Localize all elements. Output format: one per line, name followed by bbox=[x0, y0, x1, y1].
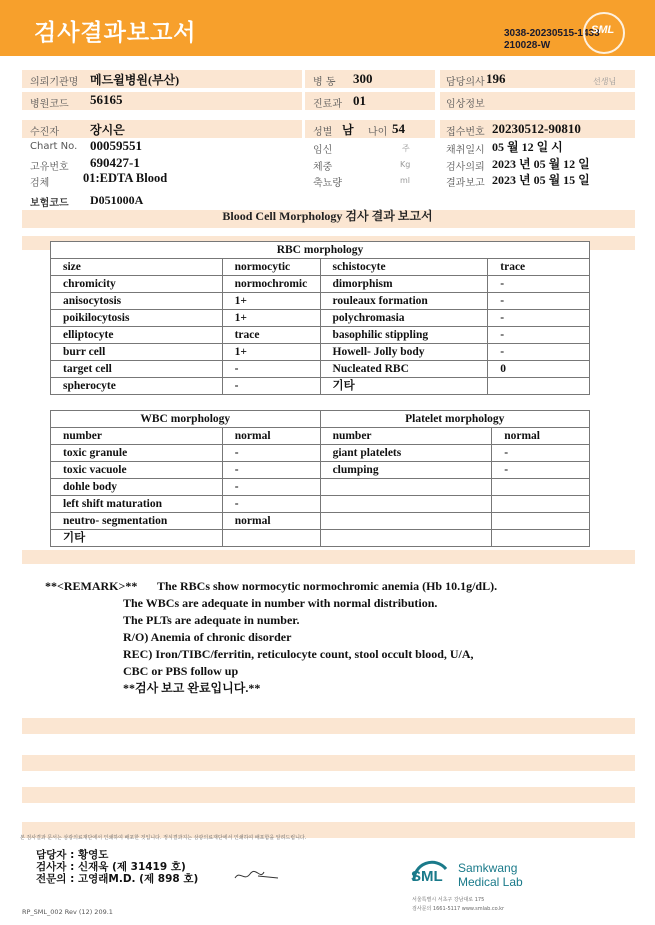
remark-line-1: The RBCs show normocytic normochromic anemia (Hb 10.1g/dL). bbox=[157, 579, 498, 593]
lab-name bbox=[458, 861, 523, 889]
table-cell: 1+ bbox=[222, 293, 320, 310]
table-cell: number bbox=[320, 428, 492, 445]
table-cell: spherocyte bbox=[51, 378, 223, 395]
background-band bbox=[22, 550, 635, 564]
doctor-label: 담당의사 bbox=[446, 77, 485, 88]
urine-label: 축뇨량 bbox=[313, 178, 342, 189]
table-cell: chromicity bbox=[51, 276, 223, 293]
remark-line-3: The PLTs are adequate in number. bbox=[123, 613, 300, 627]
table-cell: - bbox=[222, 462, 320, 479]
table-cell: normal bbox=[222, 428, 320, 445]
specimen-label: 검체 bbox=[30, 178, 50, 189]
table-cell: toxic vacuole bbox=[51, 462, 223, 479]
table-cell: size bbox=[51, 259, 223, 276]
signer-name: 신재욱 (제 31419 호) bbox=[77, 861, 186, 873]
table-cell: dimorphism bbox=[320, 276, 488, 293]
doctor-value: 196 bbox=[486, 71, 506, 86]
rbc-morphology-table bbox=[50, 241, 590, 395]
insurance-value: D051000A bbox=[90, 193, 144, 207]
table-row bbox=[51, 496, 590, 513]
age-value: 54 bbox=[392, 121, 405, 136]
chart-value: 00059551 bbox=[90, 138, 142, 153]
collect-label: 채취일시 bbox=[446, 145, 485, 156]
table-cell: - bbox=[222, 496, 320, 513]
table-cell: target cell bbox=[51, 361, 223, 378]
ward-value: 300 bbox=[353, 71, 373, 86]
table-row bbox=[51, 361, 590, 378]
weight-unit: Kg bbox=[400, 160, 411, 169]
table-header-row bbox=[51, 242, 590, 259]
table-row bbox=[51, 428, 590, 445]
background-band bbox=[22, 755, 635, 771]
institution-label: 의뢰기관명 bbox=[30, 77, 79, 88]
report-date-value: 2023 년 05 월 15 일 bbox=[492, 173, 590, 187]
table-row bbox=[51, 293, 590, 310]
table-cell: rouleaux formation bbox=[320, 293, 488, 310]
background-band bbox=[22, 718, 635, 734]
dept-value: 01 bbox=[353, 93, 366, 108]
signer-3 bbox=[36, 873, 198, 885]
table-cell: anisocytosis bbox=[51, 293, 223, 310]
table-cell bbox=[320, 496, 492, 513]
signer-1 bbox=[36, 849, 108, 861]
report-header bbox=[0, 0, 655, 56]
signer-role: 검사자 : bbox=[36, 861, 75, 873]
signer-2 bbox=[36, 861, 186, 873]
id-value: 690427-1 bbox=[90, 155, 140, 170]
specimen-value: 01:EDTA Blood bbox=[83, 171, 168, 185]
sml-logo-mark: SML bbox=[411, 868, 443, 885]
report-title: Blood Cell Morphology 검사 결과 보고서 bbox=[222, 209, 433, 223]
hospital-code-label: 병원코드 bbox=[30, 99, 69, 110]
table-cell bbox=[492, 496, 590, 513]
hospital-code-value: 56165 bbox=[90, 92, 123, 107]
form-code: RP_SML_002 Rev (12) 209.1 bbox=[22, 908, 113, 916]
institution-value: 메드윌병원(부산) bbox=[90, 73, 180, 87]
table-cell: 기타 bbox=[51, 530, 223, 547]
request-value: 2023 년 05 월 12 일 bbox=[492, 157, 590, 171]
document-id-line1: 3038-20230515-1433 bbox=[504, 28, 600, 39]
age-label: 나이 bbox=[368, 127, 388, 138]
signer-role: 전문의 : bbox=[36, 873, 75, 885]
fine-print: 본 검사결과 문서는 삼광의료재단에서 인쇄하여 배포한 것입니다. 정식결과지는 삼광의료재단에서 인쇄하여 배포함을 알려드립니다. bbox=[20, 835, 307, 841]
lab-name-line2: Medical Lab bbox=[458, 875, 523, 889]
table-cell: normal bbox=[492, 428, 590, 445]
table-cell: Nucleated RBC bbox=[320, 361, 488, 378]
table-cell bbox=[488, 378, 590, 395]
table-cell: poikilocytosis bbox=[51, 310, 223, 327]
platelet-table-header: Platelet morphology bbox=[320, 411, 589, 428]
pregnancy-unit: 주 bbox=[402, 144, 410, 153]
table-cell: normochromic bbox=[222, 276, 320, 293]
weight-label: 체중 bbox=[313, 162, 333, 173]
chart-label: Chart No. bbox=[30, 141, 78, 152]
table-cell: - bbox=[488, 276, 590, 293]
table-cell: left shift maturation bbox=[51, 496, 223, 513]
table-cell: - bbox=[488, 310, 590, 327]
table-cell: schistocyte bbox=[320, 259, 488, 276]
reception-value: 20230512-90810 bbox=[492, 121, 581, 136]
background-band bbox=[22, 787, 635, 803]
pregnancy-label: 임신 bbox=[313, 145, 333, 156]
report-date-label: 결과보고 bbox=[446, 178, 485, 189]
table-cell: giant platelets bbox=[320, 445, 492, 462]
lab-name-line1: Samkwang bbox=[458, 861, 518, 875]
table-cell: trace bbox=[488, 259, 590, 276]
table-cell: dohle body bbox=[51, 479, 223, 496]
table-cell: - bbox=[222, 378, 320, 395]
table-cell: number bbox=[51, 428, 223, 445]
urine-unit: ml bbox=[400, 176, 411, 185]
rbc-table-header: RBC morphology bbox=[51, 242, 590, 259]
reception-label: 접수번호 bbox=[446, 127, 485, 138]
page-title: 검사결과보고서 bbox=[34, 20, 197, 46]
table-row bbox=[51, 530, 590, 547]
table-cell bbox=[222, 530, 320, 547]
sml-logo-text: SML bbox=[591, 24, 615, 36]
table-cell: toxic granule bbox=[51, 445, 223, 462]
table-cell: clumping bbox=[320, 462, 492, 479]
table-row bbox=[51, 378, 590, 395]
table-cell bbox=[320, 530, 492, 547]
table-row bbox=[51, 344, 590, 361]
table-cell: - bbox=[492, 462, 590, 479]
table-row bbox=[51, 479, 590, 496]
signer-name: 고영래M.D. (제 898 호) bbox=[77, 873, 199, 885]
remark-label: **<REMARK>** bbox=[45, 579, 138, 593]
remark-line-2: The WBCs are adequate in number with normal distribution. bbox=[123, 596, 438, 610]
table-cell: 0 bbox=[488, 361, 590, 378]
wbc-platelet-morphology-table bbox=[50, 410, 590, 547]
table-cell bbox=[320, 513, 492, 530]
table-cell bbox=[492, 530, 590, 547]
remark-line-5: REC) Iron/TIBC/ferritin, reticulocyte count, stool occult blood, U/A, bbox=[123, 647, 474, 661]
info-band bbox=[22, 120, 302, 138]
table-row bbox=[51, 276, 590, 293]
patient-value: 장시은 bbox=[90, 123, 125, 137]
table-cell: polychromasia bbox=[320, 310, 488, 327]
signer-name: 황영도 bbox=[77, 849, 109, 861]
table-cell bbox=[492, 479, 590, 496]
signer-role: 담당자 : bbox=[36, 849, 75, 861]
lab-address: 서울특별시 서초구 강남대로 175 bbox=[412, 897, 485, 903]
collect-value: 05 월 12 일 시 bbox=[492, 140, 563, 154]
table-cell: - bbox=[488, 293, 590, 310]
remark-line-4: R/O) Anemia of chronic disorder bbox=[123, 630, 292, 644]
table-cell: elliptocyte bbox=[51, 327, 223, 344]
table-cell: basophilic stippling bbox=[320, 327, 488, 344]
insurance-label: 보험코드 bbox=[30, 198, 69, 209]
remark-line-7: **검사 보고 완료입니다.** bbox=[123, 681, 261, 695]
table-row bbox=[51, 327, 590, 344]
sex-value: 남 bbox=[342, 123, 354, 137]
table-header-row bbox=[51, 411, 590, 428]
wbc-table-header: WBC morphology bbox=[51, 411, 321, 428]
table-cell: trace bbox=[222, 327, 320, 344]
clinical-info-label: 임상정보 bbox=[446, 99, 485, 110]
table-cell: 1+ bbox=[222, 344, 320, 361]
patient-label: 수진자 bbox=[30, 127, 59, 138]
document-id-line2: 210028-W bbox=[504, 40, 551, 51]
dept-label: 진료과 bbox=[313, 99, 342, 110]
table-cell: normal bbox=[222, 513, 320, 530]
table-cell: - bbox=[222, 445, 320, 462]
table-row bbox=[51, 310, 590, 327]
table-cell: normocytic bbox=[222, 259, 320, 276]
request-label: 검사의뢰 bbox=[446, 162, 485, 173]
sex-label: 성별 bbox=[313, 127, 333, 138]
table-cell bbox=[320, 479, 492, 496]
table-cell: Howell- Jolly body bbox=[320, 344, 488, 361]
table-row bbox=[51, 259, 590, 276]
lab-contact: 검사문의 1661-5117 www.smlab.co.kr bbox=[412, 906, 505, 912]
table-cell: - bbox=[492, 445, 590, 462]
table-row bbox=[51, 445, 590, 462]
table-cell: - bbox=[222, 361, 320, 378]
table-cell: burr cell bbox=[51, 344, 223, 361]
table-cell: - bbox=[488, 344, 590, 361]
table-row bbox=[51, 513, 590, 530]
remark-line-6: CBC or PBS follow up bbox=[123, 664, 239, 678]
id-label: 고유번호 bbox=[30, 162, 69, 173]
table-cell: 1+ bbox=[222, 310, 320, 327]
doctor-suffix: 선생님 bbox=[593, 77, 617, 86]
table-cell: neutro- segmentation bbox=[51, 513, 223, 530]
table-cell: - bbox=[488, 327, 590, 344]
signature-icon bbox=[232, 864, 282, 886]
table-cell: - bbox=[222, 479, 320, 496]
ward-label: 병 동 bbox=[313, 77, 336, 88]
table-cell: 기타 bbox=[320, 378, 488, 395]
table-row bbox=[51, 462, 590, 479]
table-cell bbox=[492, 513, 590, 530]
